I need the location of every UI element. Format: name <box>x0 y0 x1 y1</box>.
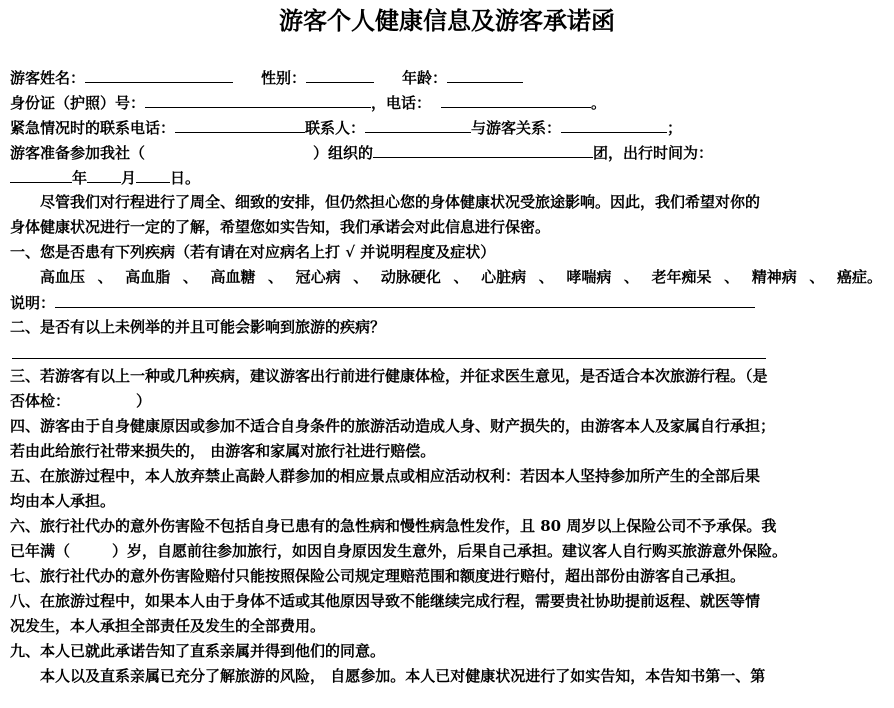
document-page <box>0 6 894 708</box>
disease-dementia[interactable]: 老年痴呆 <box>651 268 712 286</box>
question-2-answer-row <box>10 340 884 364</box>
item-6-age-suffix: ）岁，自愿前往参加旅行，如因自身原因发生意外，后果自己承担。建议客人自行购买旅游意外保险。 <box>112 542 788 560</box>
emergency-phone-field[interactable] <box>175 115 305 133</box>
tour-field[interactable] <box>373 140 593 158</box>
question-1: 一、您是否患有下列疾病（若有请在对应病名上打 √ 并说明程度及症状） <box>10 243 496 261</box>
disease-asthma[interactable]: 哮喘病 <box>566 268 612 286</box>
gender-field[interactable] <box>306 65 374 83</box>
disease-arteriosclerosis[interactable]: 动脉硬化 <box>380 268 441 286</box>
phone-label: ，电话： <box>371 94 432 112</box>
month-field[interactable] <box>87 165 121 183</box>
item-8-line-2: 况发生，本人承担全部责任及发生的全部费用。 <box>10 617 326 635</box>
row-emergency <box>10 115 884 140</box>
document-title: 游客个人健康信息及游客承诺函 <box>279 7 615 35</box>
disease-separator: 、 <box>623 268 639 286</box>
item-4-line-1: 四、游客由于自身健康原因或参加不适合自身条件的旅游活动造成人身、财产损失的，由游客本人及家属自行承担； <box>10 417 776 435</box>
disease-separator: 、 <box>538 268 554 286</box>
disease-list <box>10 265 884 290</box>
item-4-line-2: 若由此给旅行社带来损失的， 由游客和家属对旅行社进行赔偿。 <box>10 442 436 460</box>
item-6-line-2 <box>10 539 884 564</box>
disease-hypertension[interactable]: 高血压 <box>40 268 86 286</box>
day-label: 日。 <box>170 169 201 187</box>
gender-label: 性别： <box>261 69 307 87</box>
name-field[interactable] <box>85 65 233 83</box>
contact-label: 联系人： <box>305 119 366 137</box>
disease-hyperlipidemia[interactable]: 高血脂 <box>125 268 171 286</box>
disease-cancer[interactable]: 癌症。 <box>836 268 882 286</box>
intro-line-2: 身体健康状况进行一定的了解，希望您如实告知，我们承诺会对此信息进行保密。 <box>10 218 551 236</box>
relation-field[interactable] <box>561 115 667 133</box>
name-label: 游客姓名： <box>10 69 86 87</box>
disease-separator: 、 <box>97 268 113 286</box>
disease-separator: 、 <box>809 268 825 286</box>
age-label: 年龄： <box>402 69 448 87</box>
explain-row <box>10 290 884 315</box>
phone-period: 。 <box>591 94 607 112</box>
explain-field[interactable] <box>55 290 755 308</box>
disease-psychosis[interactable]: 精神病 <box>751 268 797 286</box>
emergency-phone-label: 紧急情况时的联系电话： <box>10 119 176 137</box>
item-6-line-1: 六、旅行社代办的意外伤害险不包括自身已患有的急性病和慢性病急性发作，且 80 周岁以上保险公司不予承保。我 <box>10 517 777 535</box>
disease-separator: 、 <box>724 268 740 286</box>
item-5-line-2: 均由本人承担。 <box>10 492 116 510</box>
join-prefix: 游客准备参加我社（ <box>10 144 146 162</box>
explain-label: 说明： <box>10 294 56 312</box>
row-name-gender-age <box>10 65 884 90</box>
item-6-age-prefix: 已年满（ <box>10 542 71 560</box>
disease-separator: 、 <box>353 268 369 286</box>
disease-coronary[interactable]: 冠心病 <box>295 268 341 286</box>
id-field[interactable] <box>145 90 371 108</box>
phone-field[interactable] <box>441 90 591 108</box>
intro-line-1: 尽管我们对行程进行了周全、细致的安排，但仍然担心您的身体健康状况受旅途影响。因此，我们希望对你的 <box>40 193 761 211</box>
year-label: 年 <box>72 169 88 187</box>
question-2: 二、是否有以上未例举的并且可能会影响到旅游的疾病？ <box>10 318 386 336</box>
contact-field[interactable] <box>365 115 471 133</box>
item-8-line-1: 八、在旅游过程中，如果本人由于身体不适或其他原因导致不能继续完成行程，需要贵社协助提前返程、就医等情 <box>10 592 761 610</box>
row-id-phone <box>10 90 884 115</box>
disease-separator: 、 <box>268 268 284 286</box>
disease-heart[interactable]: 心脏病 <box>481 268 527 286</box>
item-9: 九、本人已就此承诺告知了直系亲属并得到他们的同意。 <box>10 642 386 660</box>
item-3-line-2 <box>10 389 884 414</box>
relation-label: 与游客关系： <box>471 119 562 137</box>
item-3-line-1: 三、若游客有以上一种或几种疾病，建议游客出行前进行健康体检，并征求医生意见，是否适合本次旅游行程。（是 <box>10 367 768 385</box>
join-mid: ）组织的 <box>313 144 374 162</box>
item-5-line-1: 五、在旅游过程中，本人放弃禁止高龄人群参加的相应景点或相应活动权利：若因本人坚持参加所产生的全部后果 <box>10 467 761 485</box>
join-suffix: 团，出行时间为： <box>593 144 714 162</box>
question-2-answer-field[interactable] <box>12 358 766 359</box>
age-field[interactable] <box>447 65 523 83</box>
month-label: 月 <box>121 169 137 187</box>
disease-separator: 、 <box>182 268 198 286</box>
id-label: 身份证（护照）号： <box>10 94 146 112</box>
row-tour <box>10 140 884 165</box>
item-3-checkup-label: 否体检： <box>10 392 71 410</box>
item-7: 七、旅行社代办的意外伤害险赔付只能按照保险公司规定理赔范围和额度进行赔付，超出部份由游客自己承担。 <box>10 567 746 585</box>
disease-hyperglycemia[interactable]: 高血糖 <box>210 268 256 286</box>
closing-line: 本人以及直系亲属已充分了解旅游的风险， 自愿参加。本人已对健康状况进行了如实告知，本告知书第一、第 <box>40 667 766 685</box>
row-date <box>10 165 884 190</box>
item-3-close-paren: ） <box>136 392 152 410</box>
relation-semicolon: ； <box>667 119 683 137</box>
year-field[interactable] <box>10 165 72 183</box>
day-field[interactable] <box>136 165 170 183</box>
disease-separator: 、 <box>453 268 469 286</box>
